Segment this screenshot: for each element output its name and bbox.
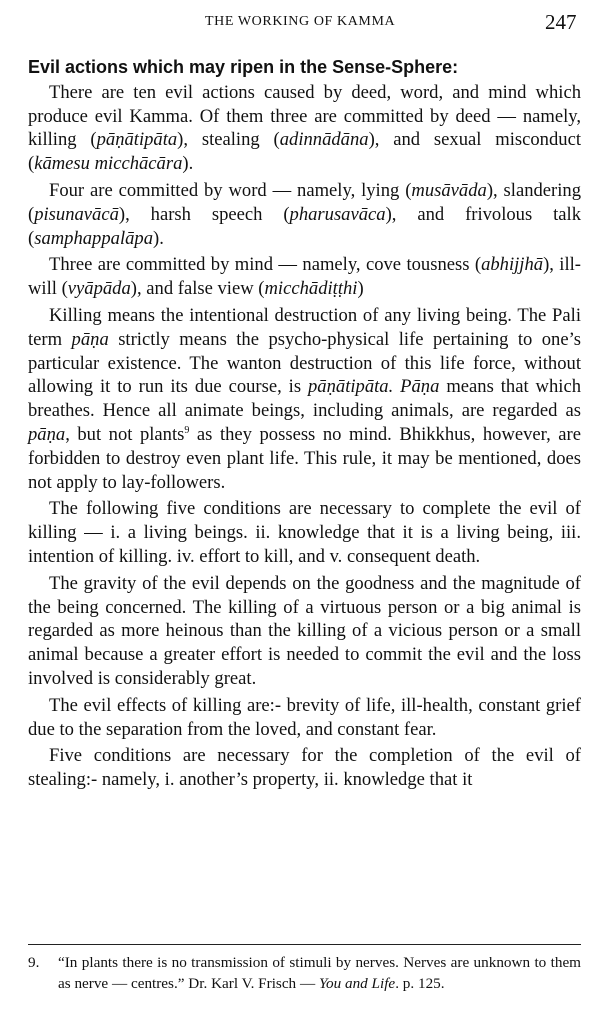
paragraph-word-actions: Four are committed by word — namely, lying (musāvāda), slandering (pisunavācā), harsh speech (pharusavāca), and frivolous talk (samphappalāpa). bbox=[28, 179, 581, 249]
pali-term: samphappalāpa bbox=[34, 227, 154, 249]
pali-term: kāmesu micchācāra bbox=[34, 153, 183, 175]
paragraph-killing-definition: Killing means the intentional destruction of any living being. The Pali term pāṇa strictly means the psycho-physical life pertaining to one’s particular existence. The wanton destruction of this life force, without allowing it to run its due course, is pāṇātipāta. Pāṇa means that which breathes. Hence all animate beings, including animals, are regarded as pāṇa, but not plants$^9$ as they possess no mind. Bhikkhus, however, are forbidden to destroy even plant life. This rule, it may be mentioned, does not apply to lay-followers. bbox=[28, 304, 582, 493]
pali-term: micchādiṭṭhi bbox=[264, 278, 358, 300]
paragraph-mind-actions: Three are committed by mind — namely, cove tousness (abhijjhā), ill-will (vyāpāda), and false view (micchādiṭṭhi) bbox=[28, 254, 581, 300]
footnote bbox=[28, 953, 581, 994]
footnote-divider bbox=[28, 944, 581, 945]
pali-term: pharusavāca bbox=[289, 203, 386, 225]
pali-term: pāṇātipāta bbox=[96, 129, 178, 151]
footnote-text: “In plants there is no transmission of stimuli by nerves. Nerves are unknown to them as nerve — centres.” Dr. Karl V. Frisch — You and Life. p. 125. bbox=[58, 954, 581, 992]
pali-term: pāṇa bbox=[71, 328, 109, 350]
paragraph-killing-gravity: The gravity of the evil depends on the goodness and the magnitude of the being concerned. The killing of a virtuous person or a big animal is regarded as more heinous than the killing of a vicious person or a small animal because a greater effort is needed to commit the evil and the loss involved is considerably great. bbox=[28, 572, 581, 689]
pali-term: abhijjhā bbox=[481, 254, 544, 276]
body-text bbox=[28, 56, 581, 795]
paragraph-killing-conditions: The following five conditions are necessary to complete the evil of killing — i. a living beings. ii. knowledge that it is a living being, iii. intention of killing. iv. effort to kill, and v. consequent death. bbox=[28, 498, 581, 567]
pali-term: vyāpāda bbox=[67, 278, 131, 300]
page-header bbox=[0, 10, 600, 40]
pali-term: pāṇa bbox=[28, 423, 66, 445]
running-title: THE WORKING OF KAMMA bbox=[205, 14, 396, 29]
book-title: You and Life bbox=[318, 974, 396, 992]
section-heading: Evil actions which may ripen in the Sense-Sphere: bbox=[28, 57, 459, 77]
page-number: 247 bbox=[545, 10, 577, 34]
pali-term: adinnādāna bbox=[279, 129, 369, 151]
paragraph-stealing-conditions: Five conditions are necessary for the completion of the evil of stealing:- namely, i. another’s property, ii. knowledge that it bbox=[28, 745, 581, 791]
pali-term: musāvāda bbox=[411, 179, 487, 201]
paragraph-evil-actions-intro: There are ten evil actions caused by deed, word, and mind which produce evil Kamma. Of them three are committed by deed — namely, killing (pāṇātipāta), stealing (adinnādāna), and sexual misconduct (kāmesu micchācāra). bbox=[28, 81, 581, 175]
pali-term: pāṇātipāta. Pāṇa bbox=[308, 376, 440, 398]
footnote-label: 9. bbox=[28, 954, 40, 971]
paragraph-killing-effects: The evil effects of killing are:- brevity of life, ill-health, constant grief due to the separation from the loved, and constant fear. bbox=[28, 694, 581, 740]
footnote-reference: 9 bbox=[184, 424, 190, 436]
pali-term: pisunavācā bbox=[34, 203, 119, 225]
